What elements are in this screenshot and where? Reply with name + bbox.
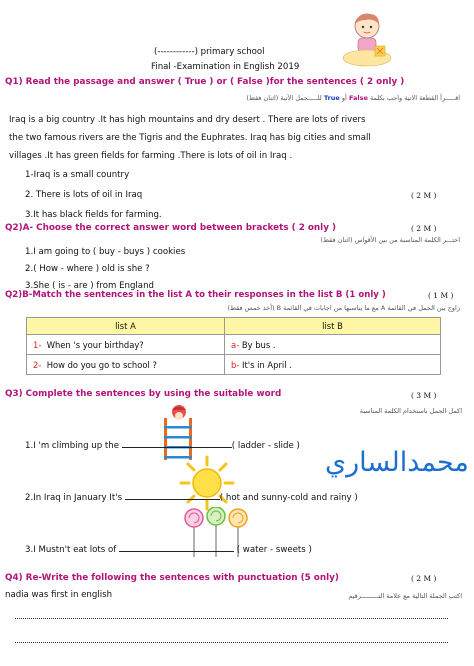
- q2a-sentence-1: 1.I am going to ( buy - buys ) cookies: [25, 247, 186, 257]
- q1-arabic-false: False: [348, 94, 368, 102]
- q3-answer-blank-2[interactable]: [125, 499, 220, 500]
- q2b-arabic-instruction: زاوج بين الجمل في القائمة A مع ما يناسبها من اجابات في القائمة B (أخذ خمس فقط): [227, 304, 460, 312]
- list-a-item-1: [27, 335, 225, 355]
- q4-answer-line-1[interactable]: [15, 618, 448, 619]
- q4-arabic-instruction: اكتب الجملة التالية مع علامة التـــــــــرقيم: [348, 592, 462, 600]
- exam-title: Final -Examination in English 2019: [151, 62, 300, 72]
- list-b-header: list B: [225, 318, 441, 335]
- child-drawing-icon: [335, 8, 397, 70]
- q3-answer-blank-3[interactable]: [119, 551, 234, 552]
- q1-sentence-2: 2. There is lots of oil in Iraq: [25, 190, 143, 200]
- q2a-sentence-3: 3.She ( is - are ) from England: [25, 281, 154, 291]
- q4-title: Q4) Re-Write the following the sentences with punctuation (5 only): [5, 573, 339, 583]
- q1-arabic-part2: للـــــجمل الآتية (اثنان فقط): [246, 94, 322, 102]
- q2b-title: Q2)B-Match the sentences in the list A to their responses in the list B (1 only ): [5, 290, 386, 300]
- list-b-text: It's in April .: [242, 359, 292, 370]
- list-b-text: By bus .: [241, 339, 276, 350]
- q4-marks: ( 2 M ): [411, 574, 437, 583]
- q2b-marks: ( 1 M ): [428, 291, 454, 300]
- list-a-number: 1-: [33, 339, 42, 350]
- q3-sentence-1: [25, 441, 300, 451]
- list-b-item-2: [225, 355, 441, 375]
- signature: محمدالساري: [325, 447, 469, 478]
- q1-arabic-or: أو: [341, 94, 347, 102]
- list-b-item-1: [225, 335, 441, 355]
- q4-answer-line-2[interactable]: [15, 642, 448, 643]
- table-row: [27, 355, 441, 375]
- q2a-arabic-instruction: اختـــر الكلمة المناسبة من بين الأقواس (اثنان فقط): [320, 236, 460, 244]
- passage-line-1: Iraq is a big country .It has high mountains and dry desert . There are lots of rivers: [9, 115, 366, 125]
- q3-sentence-1-text: 1.I 'm climbing up the: [25, 441, 120, 451]
- q3-answer-blank-1[interactable]: [122, 447, 232, 448]
- q1-marks: ( 2 M ): [411, 191, 437, 200]
- ladder-drawing-icon: [158, 404, 202, 460]
- list-b-number: b-: [231, 359, 240, 370]
- q3-sentence-3: [25, 545, 312, 555]
- list-a-text: When 's your birthday?: [46, 339, 144, 350]
- q3-sentence-2: [25, 493, 358, 503]
- passage-line-3: villages .It has green fields for farming .There is lots of oil in Iraq .: [9, 151, 293, 161]
- q1-arabic-part1: اقـــــرأ القطعة الاتية واجب بكلمة: [369, 94, 460, 102]
- q3-sentence-3-options: ( water - sweets ): [236, 545, 312, 555]
- q3-sentence-2-text: 2.In Iraq in January It's: [25, 493, 123, 503]
- list-b-number: a-: [231, 339, 240, 350]
- list-a-number: 2-: [33, 359, 42, 370]
- list-a-text: How do you go to school ?: [46, 359, 157, 370]
- q1-sentence-1: 1-Iraq is a small country: [25, 170, 130, 180]
- q1-arabic-true: True: [323, 94, 340, 102]
- q3-marks: ( 3 M ): [411, 391, 437, 400]
- q3-sentence-3-text: 3.I Mustn't eat lots of: [25, 545, 117, 555]
- q2a-title: Q2)A- Choose the correct answer word between brackets ( 2 only ): [5, 223, 337, 233]
- q3-sentence-1-options: ( ladder - slide ): [231, 441, 300, 451]
- q2a-marks: ( 2 M ): [411, 224, 437, 233]
- list-a-item-2: [27, 355, 225, 375]
- q3-arabic-instruction: اكمل الجمل باستخدام الكلمة المناسبة: [359, 407, 462, 415]
- q3-title: Q3) Complete the sentences by using the suitable word: [5, 389, 282, 399]
- matching-table: [26, 317, 441, 375]
- table-row: [27, 335, 441, 355]
- q3-sentence-2-options: ( hot and sunny-cold and rainy ): [219, 493, 358, 503]
- q1-arabic-instruction: [246, 94, 460, 102]
- q2a-sentence-2: 2.( How - where ) old is she ?: [25, 264, 150, 274]
- q4-sentence: nadia was first in english: [5, 590, 113, 600]
- q1-sentence-3: 3.It has black fields for farming.: [25, 210, 162, 220]
- matching-table-header: [27, 318, 441, 335]
- school-header: (------------) primary school: [154, 47, 265, 57]
- q1-title: Q1) Read the passage and answer ( True ) or ( False )for the sentences ( 2 only ): [5, 77, 405, 87]
- list-a-header: list A: [27, 318, 225, 335]
- passage-line-2: the two famous rivers are the Tigris and the Euphrates. Iraq has big cities and small: [9, 133, 371, 143]
